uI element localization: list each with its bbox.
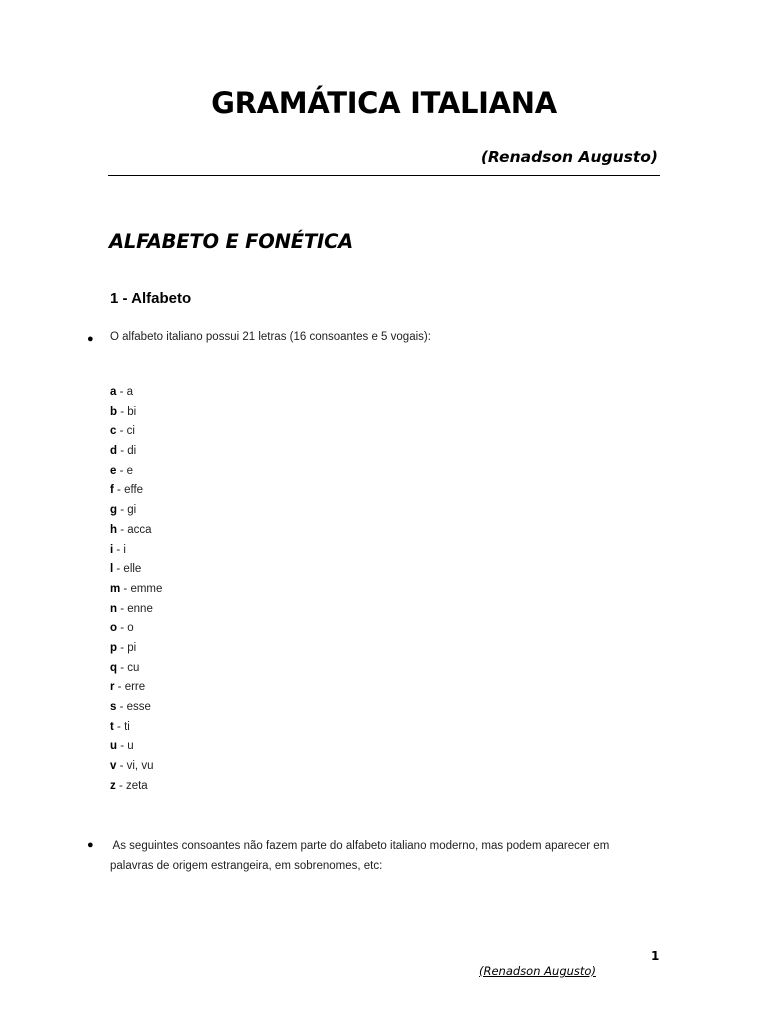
letter: v [110, 760, 117, 773]
paragraph-line: palavras de origem estrangeira, em sobrenomes, etc: [110, 860, 383, 872]
alphabet-item [110, 561, 162, 581]
alphabet-item [110, 581, 162, 601]
letter-name: - a [116, 386, 134, 398]
bullet-paragraph-2 [110, 836, 670, 876]
letter: g [110, 504, 118, 517]
letter: l [110, 563, 114, 576]
letter-name: - esse [116, 701, 151, 713]
letter: s [110, 701, 117, 713]
letter-name: - e [116, 464, 134, 477]
letter-name: - zeta [115, 779, 148, 792]
alphabet-item [110, 423, 162, 443]
letter: d [110, 445, 118, 458]
alphabet-item [110, 679, 162, 699]
letter-name: - bi [117, 405, 137, 418]
bullet-icon: ● [87, 333, 94, 345]
bullet-paragraph-1: O alfabeto italiano possui 21 letras (16 consoantes e 5 vogais): [110, 331, 431, 343]
alphabet-item [110, 738, 162, 758]
letter: f [110, 484, 114, 497]
alphabet-item [110, 502, 162, 522]
letter: u [110, 740, 118, 753]
alphabet-item [110, 384, 162, 404]
letter-name: - ci [116, 425, 135, 438]
letter: o [110, 622, 118, 635]
header-divider [108, 175, 660, 176]
footer-author: (Renadson Augusto) [479, 964, 596, 978]
letter: c [110, 425, 117, 438]
letter: h [110, 523, 118, 536]
letter: t [110, 720, 114, 733]
letter-name: - pi [117, 641, 137, 654]
alphabet-item [110, 601, 162, 621]
letter: q [110, 661, 118, 674]
subsection-heading: 1 - Alfabeto [110, 290, 192, 307]
letter-name: - emme [120, 582, 163, 595]
alphabet-item [110, 463, 162, 483]
letter: i [110, 543, 114, 556]
letter: e [110, 464, 117, 477]
section-heading: ALFABETO E FONÉTICA [109, 230, 354, 253]
paragraph-line: As seguintes consoantes não fazem parte do alfabeto italiano moderno, mas podem aparecer em [110, 840, 610, 852]
alphabet-item [110, 443, 162, 463]
alphabet-item [110, 404, 162, 424]
alphabet-item [110, 522, 162, 542]
letter-name: - erre [114, 681, 146, 694]
letter-name: - elle [113, 563, 142, 576]
letter-name: - effe [113, 484, 144, 497]
letter-name: - acca [117, 523, 152, 536]
letter-name: - u [117, 740, 134, 753]
alphabet-item [110, 719, 162, 739]
letter: m [110, 582, 121, 595]
letter: z [110, 779, 116, 792]
alphabet-item [110, 640, 162, 660]
bullet-icon: ● [87, 839, 94, 851]
page-number: 1 [651, 949, 660, 963]
alphabet-item [110, 620, 162, 640]
document-title: GRAMÁTICA ITALIANA [211, 86, 557, 120]
letter-name: - cu [117, 661, 140, 674]
letter-name: - i [113, 543, 126, 556]
letter-name: - vi, vu [116, 760, 154, 773]
letter: a [110, 386, 117, 398]
letter-name: - ti [113, 720, 130, 733]
alphabet-item [110, 542, 162, 562]
author-name: (Renadson Augusto) [480, 148, 658, 166]
letter-name: - o [117, 622, 134, 635]
letter: b [110, 405, 118, 418]
letter: n [110, 602, 118, 615]
alphabet-list [110, 384, 162, 797]
letter-name: - enne [117, 602, 153, 615]
letter-name: - di [117, 445, 137, 458]
letter-name: - gi [117, 504, 137, 517]
letter: r [110, 681, 115, 694]
alphabet-item [110, 758, 162, 778]
alphabet-item [110, 699, 162, 719]
alphabet-item [110, 482, 162, 502]
alphabet-item [110, 660, 162, 680]
letter: p [110, 641, 118, 654]
alphabet-item [110, 778, 162, 798]
